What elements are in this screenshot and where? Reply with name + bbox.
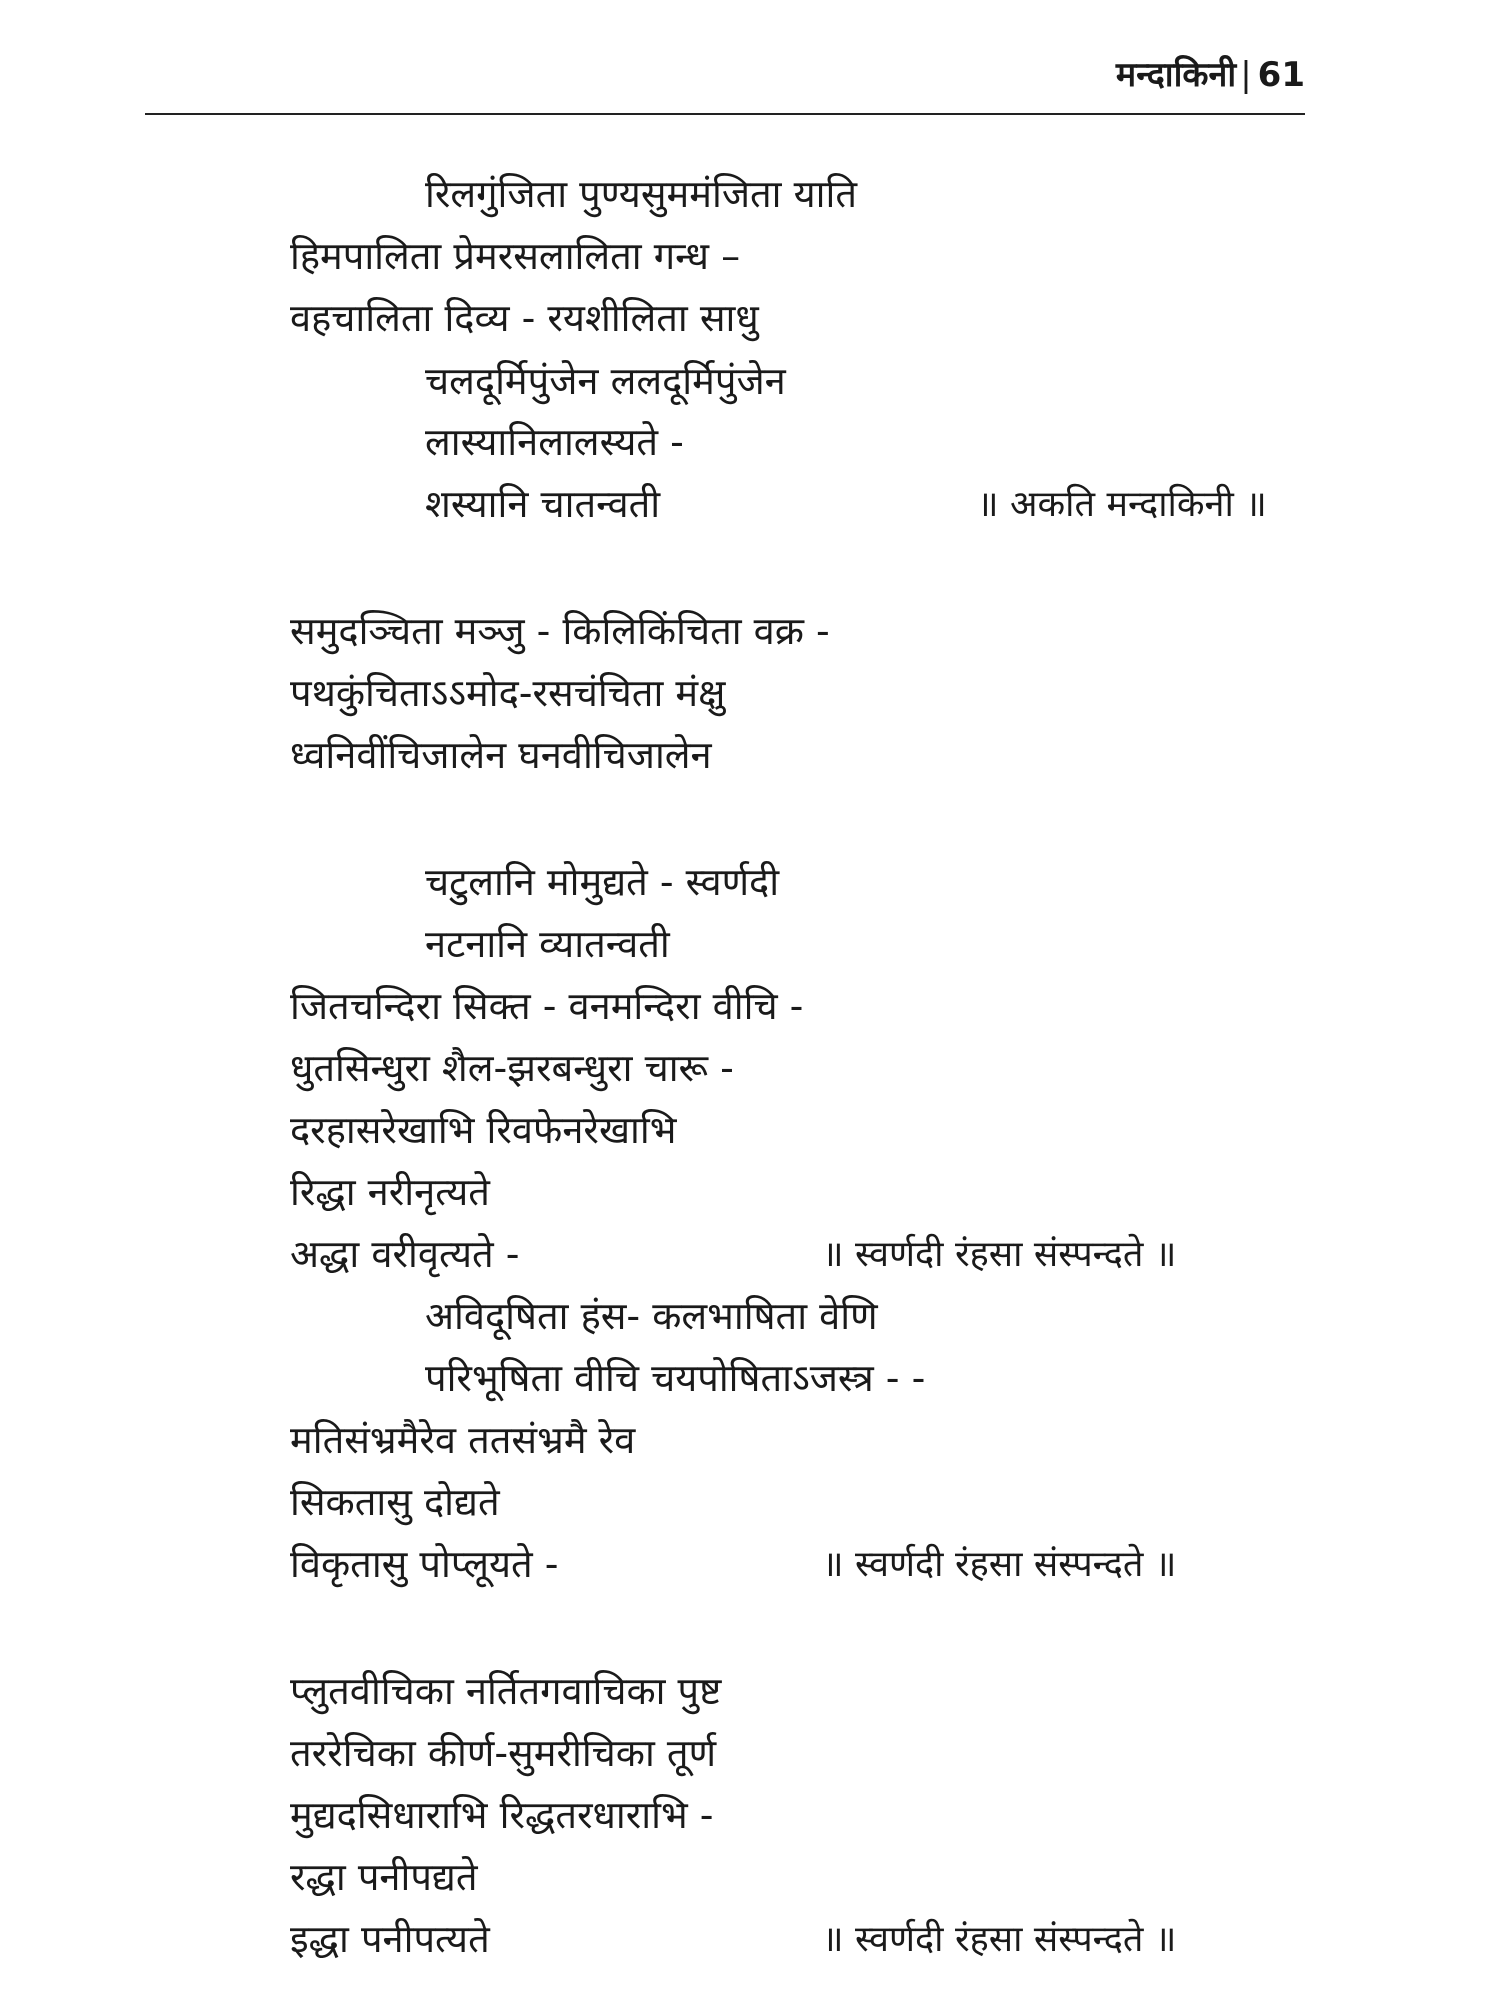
page-number: 61 [1257, 55, 1305, 95]
verse-line: तररेचिका कीर्ण-सुमरीचिका तूर्ण [290, 1731, 717, 1775]
refrain: ॥ स्वर्णदी रंहसा संस्पन्दते ॥ [822, 1234, 1177, 1275]
verse-line: दरहासरेखाभि रिवफेनरेखाभि [290, 1108, 677, 1152]
verse-line: शस्यानि चातन्वती [425, 482, 661, 526]
verse-line: लास्यानिलालस्यते - [425, 420, 684, 464]
verse-line: प्लुतवीचिका नर्तितगवाचिका पुष्ट [290, 1669, 722, 1713]
header-text [1116, 50, 1305, 96]
verse-line: समुदञ्चिता मञ्जु - किलिकिंचिता वक्र - [290, 609, 830, 653]
verse-line: चलदूर्मिपुंजेन ललदूर्मिपुंजेन [425, 359, 786, 403]
verse-line: परिभूषिता वीचि चयपोषिताऽजस्त्र - - [425, 1356, 926, 1400]
verse-line: इद्धा पनीपत्यते [290, 1917, 490, 1961]
verse-line: चटुलानि मोमुद्यते - स्वर्णदी [425, 860, 780, 904]
verse-line: रद्धा पनीपद्यते [290, 1855, 478, 1899]
verse-line: पथकुंचिताऽऽमोद-रसचंचिता मंक्षु [290, 671, 726, 715]
verse-line: नटनानि व्यातन्वती [425, 922, 670, 966]
verse-line: धुतसिन्धुरा शैल-झरबन्धुरा चारू - [290, 1046, 734, 1090]
running-header [145, 50, 1305, 115]
header-rule [145, 113, 1305, 115]
verse-line: अविदूषिता हंस- कलभाषिता वेणि [425, 1294, 878, 1338]
verse-line: मुद्यदसिधाराभि रिद्धतरधाराभि - [290, 1793, 714, 1837]
verse-line: विकृतासु पोप्लूयते - [290, 1542, 559, 1586]
verse-line: हिमपालिता प्रेमरसलालिता गन्ध – [290, 234, 741, 278]
verse-line: सिकतासु दोद्यते [290, 1480, 500, 1524]
header-title: मन्दाकिनी [1115, 55, 1237, 95]
verse-line: वहचालिता दिव्य - रयशीलिता साधु [290, 296, 759, 340]
refrain: ॥ अकति मन्दाकिनी ॥ [977, 484, 1267, 525]
verse-line: रिद्धा नरीनृत्यते [290, 1170, 490, 1214]
refrain: ॥ स्वर्णदी रंहसा संस्पन्दते ॥ [822, 1919, 1177, 1960]
verse-line: अद्धा वरीवृत्यते - [290, 1232, 520, 1276]
verse-line: जितचन्दिरा सिक्त - वनमन्दिरा वीचि - [290, 984, 804, 1028]
verse-line: ध्वनिवींचिजालेन घनवीचिजालेन [290, 733, 712, 777]
refrain: ॥ स्वर्णदी रंहसा संस्पन्दते ॥ [822, 1544, 1177, 1585]
header-separator: | [1240, 55, 1252, 95]
verse-line: रिलगुंजिता पुण्यसुममंजिता याति [425, 172, 857, 216]
verse-line: मतिसंभ्रमैरेव ततसंभ्रमै रेव [290, 1418, 636, 1462]
